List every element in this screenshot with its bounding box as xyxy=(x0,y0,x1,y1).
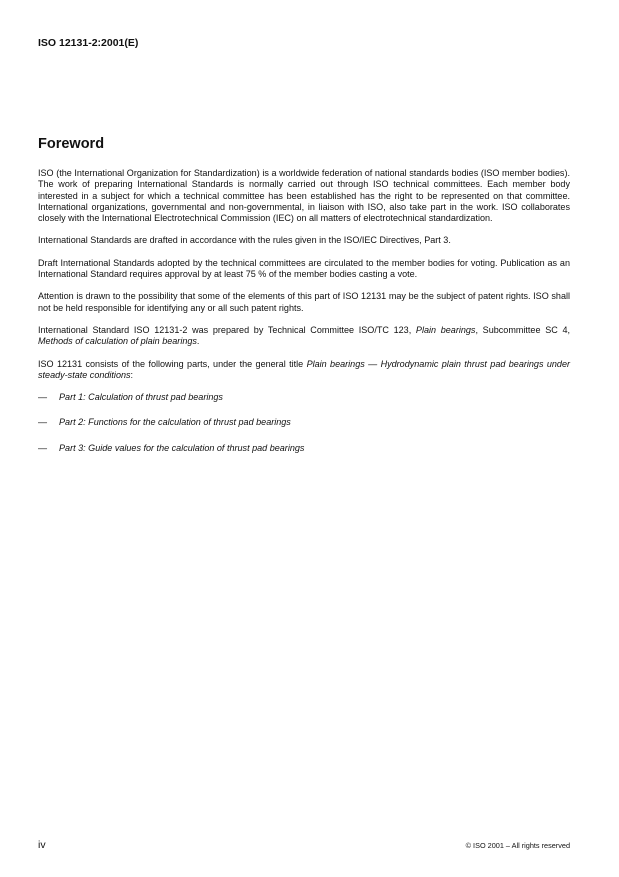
foreword-body xyxy=(38,168,570,468)
copyright-notice: © ISO 2001 – All rights reserved xyxy=(465,841,570,850)
list-item xyxy=(38,443,570,454)
document-id-header: ISO 12131-2:2001(E) xyxy=(38,37,139,49)
list-dash: — xyxy=(38,417,48,428)
section-title: Foreword xyxy=(38,136,105,152)
paragraph-patents: Attention is drawn to the possibility that some of the elements of this part of ISO 12131 may be the subject of patent rights. ISO shall not be held responsible for identifying any or all such patent rights. xyxy=(38,291,570,313)
general-title: Plain bearings — Hydrodynamic plain thrust pad bearings under steady-state conditions xyxy=(38,358,570,380)
page-number: iv xyxy=(38,839,46,851)
paragraph-parts-intro xyxy=(38,359,570,382)
list-item-text: Part 3: Guide values for the calculation of thrust pad bearings xyxy=(59,442,305,453)
committee-title: Plain bearings xyxy=(415,324,476,335)
subcommittee-title: Methods of calculation of plain bearings xyxy=(38,336,197,347)
prepared-by-text: International Standard ISO 12131-2 was prepared by Technical Committee ISO/TC 123, xyxy=(38,324,416,335)
list-dash: — xyxy=(38,392,48,403)
list-item-text: Part 2: Functions for the calculation of thrust pad bearings xyxy=(59,417,291,428)
list-item-text: Part 1: Calculation of thrust pad bearings xyxy=(59,392,223,403)
paragraph-directives: International Standards are drafted in accordance with the rules given in the ISO/IEC Directives, Part 3. xyxy=(38,235,451,246)
paragraph-voting: Draft International Standards adopted by the technical committees are circulated to the member bodies for voting. Publication as an International Standard requires approval by at least 75 % of the member bodies casting a vote. xyxy=(38,257,570,280)
parts-intro-text: ISO 12131 consists of the following parts, under the general title xyxy=(38,358,307,369)
period: . xyxy=(196,336,200,347)
list-item xyxy=(38,417,570,428)
subcommittee-text: , Subcommittee SC 4, xyxy=(475,324,571,335)
list-item xyxy=(38,392,570,403)
list-dash: — xyxy=(38,442,48,453)
parts-list xyxy=(38,392,570,454)
paragraph-prepared-by xyxy=(38,325,570,348)
colon: : xyxy=(130,369,134,380)
paragraph-iso-intro: ISO (the International Organization for Standardization) is a worldwide federation of national standards bodies (ISO member bodies). The work of preparing International Standards is normally carried out through ISO technical committees. Each member body interested in a subject for which a technical committee has been established has the right to be represented on that committee. International organizations, governmental and non-governmental, in liaison with ISO, also take part in the work. ISO collaborates closely with the International Electrotechnical Commission (IEC) on all matters of electrotechnical standardization. xyxy=(38,168,570,224)
